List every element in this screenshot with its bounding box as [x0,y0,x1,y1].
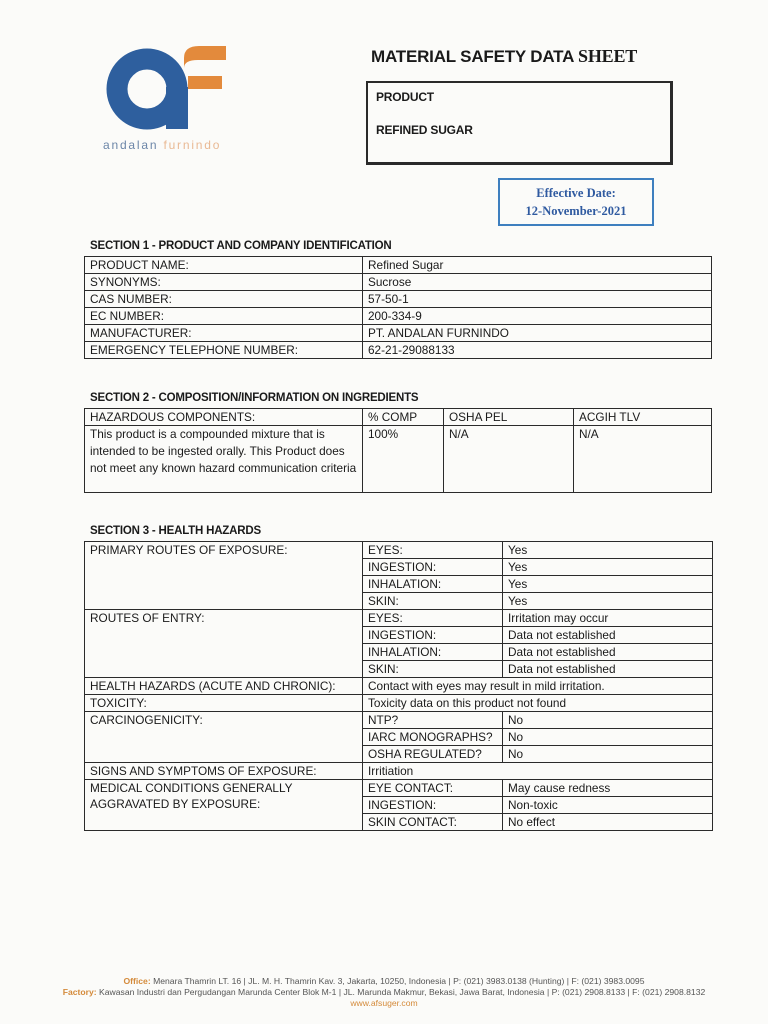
row-label: CAS NUMBER: [85,291,363,308]
carc-key: OSHA REGULATED? [363,746,503,763]
row-value: 57-50-1 [363,291,712,308]
header-comp: % COMP [363,409,444,426]
section2-table [84,408,712,493]
row-label: EMERGENCY TELEPHONE NUMBER: [85,342,363,359]
routes-entry-label: ROUTES OF ENTRY: [85,610,363,678]
carc-value: No [503,746,713,763]
health-hazards-value: Contact with eyes may result in mild irritation. [363,678,713,695]
route-key: INGESTION: [363,559,503,576]
carcinogenicity-label: CARCINOGENICITY: [85,712,363,763]
entry-key: INHALATION: [363,644,503,661]
table-row [85,763,713,780]
header-components: HAZARDOUS COMPONENTS: [85,409,363,426]
route-value: Yes [503,576,713,593]
osha-value: N/A [444,426,574,493]
row-label: SYNONYMS: [85,274,363,291]
route-value: Yes [503,542,713,559]
signs-label: SIGNS AND SYMPTOMS OF EXPOSURE: [85,763,363,780]
section1-table [84,256,712,359]
table-row [85,542,713,559]
footer-office [0,976,768,987]
product-label: PRODUCT [376,90,434,104]
section2-title: SECTION 2 - COMPOSITION/INFORMATION ON INGREDIENTS [90,392,419,404]
factory-text: Kawasan Industri dan Pergudangan Marunda Center Blok M-1 | JL. Marunda Makmur, Bekasi, Jawa Barat, Indonesia | P: (021) 2908.8133 | F: (021) 2908.8132 [96,987,706,997]
table-row [85,678,713,695]
toxicity-value: Toxicity data on this product not found [363,695,713,712]
document-title [371,46,637,67]
entry-value: Data not established [503,661,713,678]
carc-key: NTP? [363,712,503,729]
table-row [85,780,713,797]
row-label: EC NUMBER: [85,308,363,325]
row-label: MANUFACTURER: [85,325,363,342]
acgih-value: N/A [574,426,712,493]
carc-value: No [503,729,713,746]
title-last: SHEET [578,46,638,66]
entry-key: EYES: [363,610,503,627]
entry-key: INGESTION: [363,627,503,644]
row-label: PRODUCT NAME: [85,257,363,274]
brand-name-part1: andalan [103,138,164,152]
table-row [85,274,712,291]
medical-key: SKIN CONTACT: [363,814,503,831]
health-hazards-label: HEALTH HAZARDS (ACUTE AND CHRONIC): [85,678,363,695]
table-row [85,325,712,342]
table-header-row [85,409,712,426]
header-acgih: ACGIH TLV [574,409,712,426]
medical-key: INGESTION: [363,797,503,814]
row-value: PT. ANDALAN FURNINDO [363,325,712,342]
brand-name [103,138,221,152]
table-row [85,291,712,308]
section3-title: SECTION 3 - HEALTH HAZARDS [90,525,261,537]
office-label: Office: [123,976,151,986]
table-row [85,712,713,729]
signs-value: Irritiation [363,763,713,780]
table-row [85,342,712,359]
table-row [85,426,712,493]
section3-table [84,541,713,831]
entry-value: Irritation may occur [503,610,713,627]
row-value: 62-21-29088133 [363,342,712,359]
route-value: Yes [503,593,713,610]
toxicity-label: TOXICITY: [85,695,363,712]
route-key: INHALATION: [363,576,503,593]
medical-value: No effect [503,814,713,831]
table-row [85,257,712,274]
medical-value: May cause redness [503,780,713,797]
medical-value: Non-toxic [503,797,713,814]
entry-value: Data not established [503,627,713,644]
effective-date-label: Effective Date: [536,186,616,200]
comp-value: 100% [363,426,444,493]
route-value: Yes [503,559,713,576]
row-value: Refined Sugar [363,257,712,274]
table-row [85,695,713,712]
medical-label: MEDICAL CONDITIONS GENERALLY AGGRAVATED BY EXPOSURE: [85,780,363,831]
component-description: This product is a compounded mixture that is intended to be ingested orally. This Product does not meet any known hazard communication criteria [85,426,363,493]
header-osha: OSHA PEL [444,409,574,426]
section1-title: SECTION 1 - PRODUCT AND COMPANY IDENTIFICATION [90,240,392,252]
primary-routes-label: PRIMARY ROUTES OF EXPOSURE: [85,542,363,610]
office-text: Menara Thamrin LT. 16 | JL. M. H. Thamrin Kav. 3, Jakarta, 10250, Indonesia | P: (021) 3983.0138 (Hunting) | F: (021) 3983.0095 [150,976,645,986]
route-key: SKIN: [363,593,503,610]
brand-name-part2: furnindo [163,138,222,152]
entry-value: Data not established [503,644,713,661]
route-key: EYES: [363,542,503,559]
effective-date-value: 12-November-2021 [525,204,627,218]
entry-key: SKIN: [363,661,503,678]
factory-label: Factory: [62,987,97,997]
title-main: MATERIAL SAFETY DATA [371,47,579,66]
row-value: 200-334-9 [363,308,712,325]
footer-factory [0,987,768,998]
carc-key: IARC MONOGRAPHS? [363,729,503,746]
product-name: REFINED SUGAR [376,123,473,137]
footer-website: www.afsuger.com [350,998,418,1008]
footer [0,976,768,1009]
row-value: Sucrose [363,274,712,291]
medical-key: EYE CONTACT: [363,780,503,797]
effective-date-box [498,178,654,226]
carc-value: No [503,712,713,729]
table-row [85,308,712,325]
table-row [85,610,713,627]
